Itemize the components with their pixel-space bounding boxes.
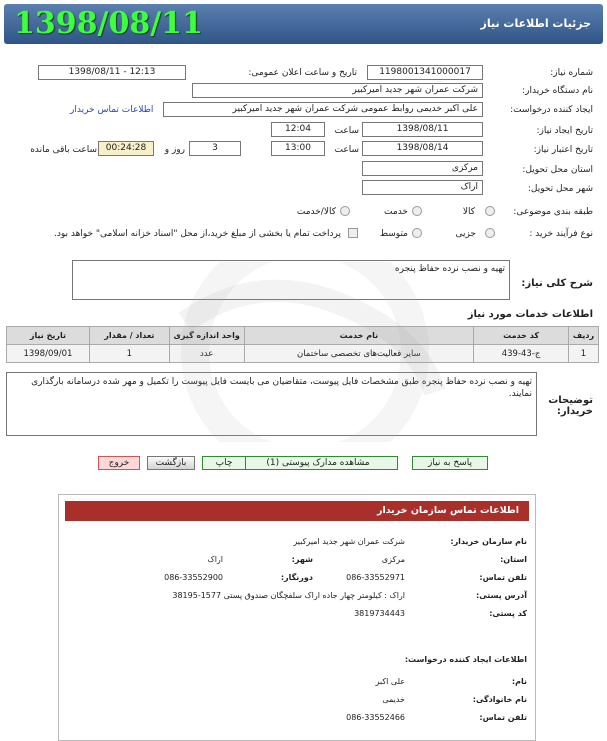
deadline-time-label: ساعت [334,145,359,155]
city-field: اراک [362,180,483,195]
postal-value: 3819734443 [354,609,405,618]
cell-unit: عدد [169,345,244,363]
contact-city-value: اراک [207,555,223,564]
created-time-label: ساعت [334,126,359,136]
deadline-time-field: 13:00 [271,141,325,156]
creator-label: ایجاد کننده درخواست: [510,105,593,115]
col-quantity: تعداد / مقدار [89,327,169,345]
contact-province-label: استان: [500,555,527,564]
services-section-title: اطلاعات خدمات مورد نیاز [467,309,593,320]
category-option-both: کالا/خدمت [296,207,336,217]
contact-card-title: اطلاعات تماس سازمان خریدار [65,501,529,521]
process-radio-minor[interactable] [485,228,495,238]
created-time-field: 12:04 [271,122,325,137]
treasury-checkbox[interactable] [348,228,358,238]
description-label: شرح کلی نیاز: [521,278,593,289]
buyer-label: نام دستگاه خریدار: [522,86,593,96]
services-table [6,326,599,363]
days-field: 3 [189,141,241,156]
attachments-button[interactable]: مشاهده مدارک پیوستی (1) [238,456,398,470]
services-table-header [7,327,599,345]
table-row [7,345,599,363]
category-option-goods: کالا [462,207,475,217]
category-radio-goods[interactable] [485,206,495,216]
contact-fax-value: 086-33552900 [164,573,223,582]
back-button[interactable]: بازگشت [147,456,195,470]
category-label: طبقه بندی موضوعی: [513,207,593,217]
process-label: نوع فرآیند خرید : [529,229,593,239]
buyer-notes-field: تهیه و نصب نرده حفاظ پنجره طبق مشخصات فایل پیوست، متقاضیان می بایست فایل پیوست را تکمیل و مهر شده درسامانه بارگذاری نمایند. [6,372,537,436]
cell-row: 1 [568,345,598,363]
col-unit: واحد اندازه گیری [169,327,244,345]
created-date-label: تاریخ ایجاد نیاز: [536,126,593,136]
postal-label: کد پستی: [489,609,527,618]
creator-name-label: نام: [511,677,527,686]
creator-field: علی اکبر خدیمی روابط عمومی شرکت عمران شهر جدید امیرکبیر [163,102,483,117]
need-number-label: شماره نیاز: [550,68,593,78]
process-option-medium: متوسط [379,229,408,239]
col-need-date: تاریخ نیاز [7,327,90,345]
contact-province-value: مرکزی [381,555,405,564]
creator-name-value: علی اکبر [375,677,405,686]
remaining-field: 00:24:28 [98,141,154,156]
city-label: شهر محل تحویل: [527,184,593,194]
deadline-label: تاریخ اعتبار نیاز: [533,145,593,155]
treasury-note: پرداخت تمام یا بخشی از مبلغ خرید،از محل "اسناد خزانه اسلامی" خواهد بود. [53,229,341,239]
contact-fax-label: دورنگار: [280,573,313,582]
province-label: استان محل تحویل: [522,165,593,175]
header-date: 1398/08/11 [14,6,203,41]
org-value: شرکت عمران شهر جدید امیرکبیر [293,537,405,546]
contact-phone-label: تلفن تماس: [479,573,527,582]
buyer-contact-link[interactable]: اطلاعات تماس خریدار [70,105,154,115]
announce-label: تاریخ و ساعت اعلان عمومی: [248,68,357,78]
cell-quantity: 1 [89,345,169,363]
process-radio-medium[interactable] [412,228,422,238]
col-row: ردیف [568,327,598,345]
creator-phone-value: 086-33552466 [346,713,405,722]
reply-button[interactable]: پاسخ به نیاز [412,456,488,470]
exit-button[interactable]: خروج [98,456,140,470]
process-option-minor: جزیی [455,229,476,239]
need-number-field: 1198001341000017 [367,65,483,80]
province-field: مرکزی [362,161,483,176]
creator-family-label: نام خانوادگی: [472,695,527,704]
creator-phone-label: تلفن تماس: [479,713,527,722]
org-label: نام سازمان خریدار: [450,537,527,546]
cell-service-code: ج-43-439 [474,345,569,363]
days-label: روز و [164,145,185,155]
col-service-name: نام خدمت [244,327,474,345]
col-service-code: کد خدمت [474,327,569,345]
announce-field: 1398/08/11 - 12:13 [38,65,186,80]
buyer-field: شرکت عمران شهر جدید امیرکبیر [192,83,483,98]
created-date-field: 1398/08/11 [362,122,483,137]
deadline-date-field: 1398/08/14 [362,141,483,156]
address-value: اراک : کیلومتر چهار جاده اراک سلفچگان صندوق پستی 1577-38195 [172,591,405,600]
page-header [4,4,603,44]
cell-need-date: 1398/09/01 [7,345,90,363]
description-field: تهیه و نصب نرده حفاظ پنجره [72,260,510,300]
category-option-service: خدمت [384,207,408,217]
print-button[interactable]: چاپ [202,456,246,470]
contact-phone-value: 086-33552971 [346,573,405,582]
creator-family-value: خدیمی [382,695,405,704]
creator-section-label: اطلاعات ایجاد کننده درخواست: [404,655,527,664]
address-label: آدرس پستی: [476,591,527,600]
contact-city-label: شهر: [291,555,313,564]
contact-card [58,494,536,741]
remaining-label: ساعت باقی مانده [30,145,97,155]
cell-service-name: سایر فعالیت‌های تخصصی ساختمان [244,345,474,363]
buyer-notes-label: توضیحات خریدار: [548,395,593,417]
page-title: جزئیات اطلاعات نیاز [480,17,591,30]
category-radio-both[interactable] [340,206,350,216]
category-radio-service[interactable] [412,206,422,216]
